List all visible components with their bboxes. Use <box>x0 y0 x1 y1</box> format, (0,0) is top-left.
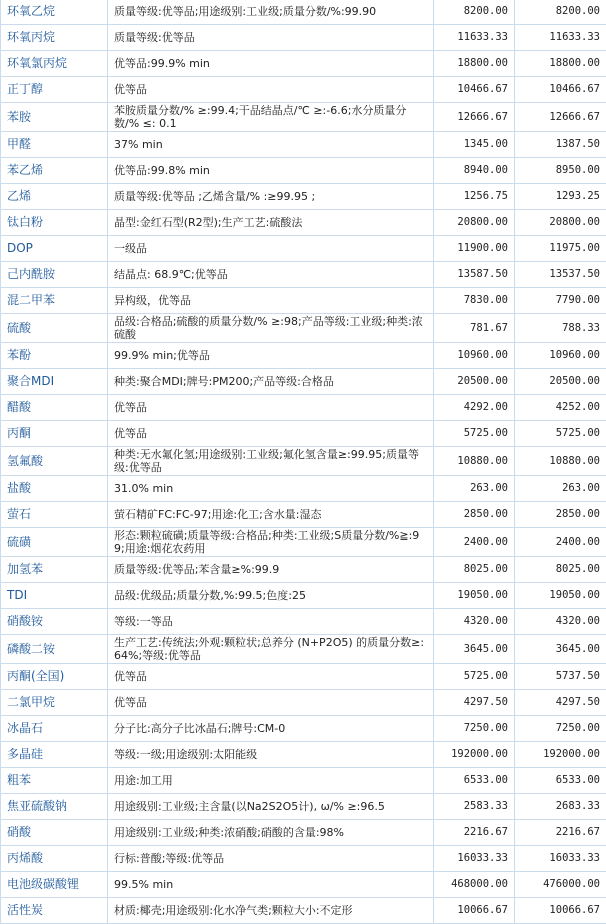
table-row <box>1 528 606 557</box>
price-cell-1: 18800.00 <box>434 51 515 77</box>
price-cell-2: 10466.67 <box>515 77 606 103</box>
price-cell-1: 4292.00 <box>434 395 515 421</box>
product-name-cell: 环氧丙烷 <box>1 25 108 51</box>
product-spec-cell: 行标:普酸;等级:优等品 <box>108 846 434 872</box>
product-name-cell: TDI <box>1 583 108 609</box>
product-spec-cell: 用途级别:工业级;主含量(以Na2S2O5计), ω/% ≥:96.5 <box>108 794 434 820</box>
product-name-cell: 己内酰胺 <box>1 262 108 288</box>
price-cell-2: 10066.67 <box>515 898 606 924</box>
table-row <box>1 77 606 103</box>
table-row <box>1 51 606 77</box>
price-cell-1: 4297.50 <box>434 690 515 716</box>
price-cell-1: 2400.00 <box>434 528 515 557</box>
product-spec-cell: 优等品:99.9% min <box>108 51 434 77</box>
product-spec-cell: 37% min <box>108 132 434 158</box>
price-cell-2: 2400.00 <box>515 528 606 557</box>
table-row <box>1 716 606 742</box>
table-row <box>1 158 606 184</box>
product-spec-cell: 异构级，优等品 <box>108 288 434 314</box>
table-row <box>1 609 606 635</box>
product-name-cell: 电池级碳酸锂 <box>1 872 108 898</box>
price-cell-1: 11900.00 <box>434 236 515 262</box>
price-cell-1: 5725.00 <box>434 421 515 447</box>
price-cell-2: 7250.00 <box>515 716 606 742</box>
product-spec-cell: 质量等级:优等品;用途级别:工业级;质量分数/%:99.90 <box>108 0 434 25</box>
price-cell-2: 263.00 <box>515 476 606 502</box>
price-cell-2: 11633.33 <box>515 25 606 51</box>
table-row <box>1 820 606 846</box>
product-spec-cell: 质量等级:优等品;苯含量≥%:99.9 <box>108 557 434 583</box>
product-name-cell: 苯胺 <box>1 103 108 132</box>
price-cell-1: 781.67 <box>434 314 515 343</box>
table-row <box>1 132 606 158</box>
price-cell-2: 12666.67 <box>515 103 606 132</box>
price-cell-1: 11633.33 <box>434 25 515 51</box>
product-spec-cell: 种类:无水氟化氢;用途级别:工业级;氟化氢含量≥:99.95;质量等级:优等品 <box>108 447 434 476</box>
price-cell-1: 8940.00 <box>434 158 515 184</box>
price-cell-1: 1345.00 <box>434 132 515 158</box>
price-cell-1: 2583.33 <box>434 794 515 820</box>
product-spec-cell: 等级:一等品 <box>108 609 434 635</box>
price-cell-1: 12666.67 <box>434 103 515 132</box>
product-name-cell: 氢氟酸 <box>1 447 108 476</box>
table-row <box>1 872 606 898</box>
product-name-cell: 乙烯 <box>1 184 108 210</box>
product-name-cell: 环氧乙烷 <box>1 0 108 25</box>
table-row <box>1 184 606 210</box>
price-cell-1: 8200.00 <box>434 0 515 25</box>
table-row <box>1 635 606 664</box>
product-name-cell: 硫磺 <box>1 528 108 557</box>
product-spec-cell: 品级:合格品;硫酸的质量分数/% ≥:98;产品等级:工业级;种类:浓硫酸 <box>108 314 434 343</box>
product-name-cell: 丙酮(全国) <box>1 664 108 690</box>
product-spec-cell: 优等品 <box>108 664 434 690</box>
price-cell-2: 19050.00 <box>515 583 606 609</box>
price-cell-2: 3645.00 <box>515 635 606 664</box>
product-spec-cell: 31.0% min <box>108 476 434 502</box>
price-cell-1: 20800.00 <box>434 210 515 236</box>
product-name-cell: 萤石 <box>1 502 108 528</box>
product-name-cell: 二氯甲烷 <box>1 690 108 716</box>
table-row <box>1 421 606 447</box>
price-cell-1: 16033.33 <box>434 846 515 872</box>
product-name-cell: 丙烯酸 <box>1 846 108 872</box>
product-spec-cell: 用途级别:工业级;种类:浓硝酸;硝酸的含量:98% <box>108 820 434 846</box>
table-row <box>1 0 606 25</box>
price-cell-2: 11975.00 <box>515 236 606 262</box>
product-name-cell: 甲醛 <box>1 132 108 158</box>
table-row <box>1 664 606 690</box>
product-spec-cell: 优等品 <box>108 421 434 447</box>
price-cell-1: 20500.00 <box>434 369 515 395</box>
price-cell-1: 1256.75 <box>434 184 515 210</box>
table-row <box>1 103 606 132</box>
price-cell-1: 7250.00 <box>434 716 515 742</box>
table-row <box>1 369 606 395</box>
product-spec-cell: 99.5% min <box>108 872 434 898</box>
table-row <box>1 690 606 716</box>
product-name-cell: 磷酸二铵 <box>1 635 108 664</box>
price-cell-2: 5737.50 <box>515 664 606 690</box>
table-row <box>1 502 606 528</box>
price-cell-1: 468000.00 <box>434 872 515 898</box>
product-spec-cell: 用途:加工用 <box>108 768 434 794</box>
table-row <box>1 25 606 51</box>
product-spec-cell: 优等品 <box>108 690 434 716</box>
product-spec-cell: 优等品 <box>108 77 434 103</box>
product-name-cell: 醋酸 <box>1 395 108 421</box>
price-cell-1: 8025.00 <box>434 557 515 583</box>
product-name-cell: DOP <box>1 236 108 262</box>
product-name-cell: 苯酚 <box>1 343 108 369</box>
price-cell-1: 5725.00 <box>434 664 515 690</box>
product-name-cell: 硝酸铵 <box>1 609 108 635</box>
price-cell-1: 10960.00 <box>434 343 515 369</box>
product-name-cell: 加氢苯 <box>1 557 108 583</box>
price-cell-2: 7790.00 <box>515 288 606 314</box>
price-cell-2: 476000.00 <box>515 872 606 898</box>
price-cell-1: 7830.00 <box>434 288 515 314</box>
table-row <box>1 314 606 343</box>
table-row <box>1 898 606 924</box>
price-cell-2: 788.33 <box>515 314 606 343</box>
product-name-cell: 硝酸 <box>1 820 108 846</box>
product-name-cell: 冰晶石 <box>1 716 108 742</box>
product-spec-cell: 优等品:99.8% min <box>108 158 434 184</box>
price-cell-2: 8200.00 <box>515 0 606 25</box>
price-cell-2: 20500.00 <box>515 369 606 395</box>
price-cell-2: 4320.00 <box>515 609 606 635</box>
product-name-cell: 焦亚硫酸钠 <box>1 794 108 820</box>
product-spec-cell: 质量等级:优等品 ;乙烯含量/% :≥99.95 ; <box>108 184 434 210</box>
price-cell-2: 13537.50 <box>515 262 606 288</box>
price-cell-2: 8950.00 <box>515 158 606 184</box>
product-name-cell: 多晶硅 <box>1 742 108 768</box>
product-spec-cell: 一级品 <box>108 236 434 262</box>
product-spec-cell: 分子比:高分子比冰晶石;牌号:CM-0 <box>108 716 434 742</box>
product-name-cell: 粗苯 <box>1 768 108 794</box>
price-cell-1: 2216.67 <box>434 820 515 846</box>
product-name-cell: 聚合MDI <box>1 369 108 395</box>
product-spec-cell: 种类:聚合MDI;牌号:PM200;产品等级:合格品 <box>108 369 434 395</box>
product-name-cell: 硫酸 <box>1 314 108 343</box>
table-row <box>1 557 606 583</box>
price-cell-1: 6533.00 <box>434 768 515 794</box>
table-row <box>1 210 606 236</box>
price-cell-2: 16033.33 <box>515 846 606 872</box>
price-cell-1: 3645.00 <box>434 635 515 664</box>
product-spec-cell: 材质:椰壳;用途级别:化水净气类;颗粒大小:不定形 <box>108 898 434 924</box>
table-row <box>1 476 606 502</box>
product-name-cell: 丙酮 <box>1 421 108 447</box>
product-spec-cell: 质量等级:优等品 <box>108 25 434 51</box>
product-spec-cell: 结晶点: 68.9℃;优等品 <box>108 262 434 288</box>
price-cell-2: 1293.25 <box>515 184 606 210</box>
price-cell-2: 20800.00 <box>515 210 606 236</box>
table-row <box>1 742 606 768</box>
price-cell-2: 10880.00 <box>515 447 606 476</box>
table-row <box>1 846 606 872</box>
product-spec-cell: 萤石精矿FC:FC-97;用途:化工;含水量:湿态 <box>108 502 434 528</box>
table-row <box>1 794 606 820</box>
product-name-cell: 正丁醇 <box>1 77 108 103</box>
product-name-cell: 环氧氯丙烷 <box>1 51 108 77</box>
product-spec-cell: 优等品 <box>108 395 434 421</box>
table-row <box>1 583 606 609</box>
price-cell-1: 10066.67 <box>434 898 515 924</box>
price-cell-1: 4320.00 <box>434 609 515 635</box>
price-cell-2: 2683.33 <box>515 794 606 820</box>
price-cell-1: 192000.00 <box>434 742 515 768</box>
price-cell-1: 19050.00 <box>434 583 515 609</box>
price-cell-2: 192000.00 <box>515 742 606 768</box>
price-cell-1: 10466.67 <box>434 77 515 103</box>
table-row <box>1 236 606 262</box>
product-spec-cell: 99.9% min;优等品 <box>108 343 434 369</box>
product-spec-cell: 晶型:金红石型(R2型);生产工艺:硫酸法 <box>108 210 434 236</box>
table-row <box>1 768 606 794</box>
product-spec-cell: 形态:颗粒硫磺;质量等级:合格品;种类:工业级;S质量分数/%≧:99;用途:烟花农药用 <box>108 528 434 557</box>
product-spec-cell: 生产工艺:传统法;外观:颗粒状;总养分 (N+P2O5) 的质量分数≥:64%;等级:优等品 <box>108 635 434 664</box>
product-name-cell: 盐酸 <box>1 476 108 502</box>
price-cell-2: 2850.00 <box>515 502 606 528</box>
price-cell-1: 13587.50 <box>434 262 515 288</box>
price-cell-2: 2216.67 <box>515 820 606 846</box>
table-row <box>1 343 606 369</box>
price-cell-1: 263.00 <box>434 476 515 502</box>
price-cell-2: 8025.00 <box>515 557 606 583</box>
product-spec-cell: 等级:一级;用途级别:太阳能级 <box>108 742 434 768</box>
product-name-cell: 活性炭 <box>1 898 108 924</box>
table-row <box>1 447 606 476</box>
table-row <box>1 262 606 288</box>
price-cell-2: 4252.00 <box>515 395 606 421</box>
price-cell-2: 5725.00 <box>515 421 606 447</box>
price-cell-2: 18800.00 <box>515 51 606 77</box>
product-name-cell: 混二甲苯 <box>1 288 108 314</box>
table-body <box>1 0 606 924</box>
product-spec-cell: 苯胺质量分数/% ≥:99.4;干品结晶点/℃ ≥:-6.6;水分质量分数/% ≤: 0.1 <box>108 103 434 132</box>
price-cell-2: 4297.50 <box>515 690 606 716</box>
product-spec-cell: 品级:优级品;质量分数,%:99.5;色度:25 <box>108 583 434 609</box>
table-row <box>1 288 606 314</box>
product-name-cell: 苯乙烯 <box>1 158 108 184</box>
price-cell-2: 6533.00 <box>515 768 606 794</box>
price-cell-1: 2850.00 <box>434 502 515 528</box>
table-row <box>1 395 606 421</box>
price-cell-2: 1387.50 <box>515 132 606 158</box>
price-cell-2: 10960.00 <box>515 343 606 369</box>
product-name-cell: 钛白粉 <box>1 210 108 236</box>
price-cell-1: 10880.00 <box>434 447 515 476</box>
